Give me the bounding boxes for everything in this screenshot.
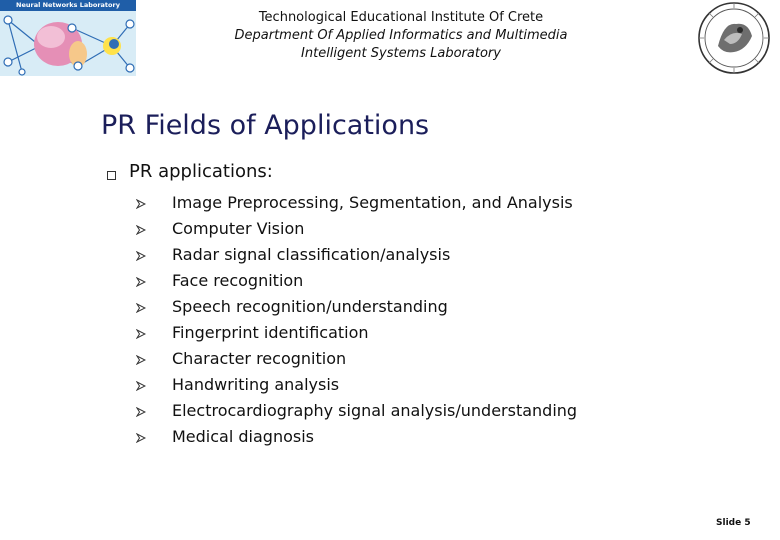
list-item-label: Character recognition: [172, 349, 347, 368]
arrowhead-icon: [136, 199, 146, 209]
arrowhead-icon: [136, 225, 146, 235]
arrowhead-icon: [136, 303, 146, 313]
list-item-label: Handwriting analysis: [172, 375, 340, 394]
list-item-label: Fingerprint identification: [172, 323, 369, 342]
list-item-label: Radar signal classification/analysis: [172, 245, 451, 264]
lab-name: Intelligent Systems Laboratory: [301, 46, 501, 61]
logo-banner: Neural Networks Laboratory: [0, 0, 136, 11]
arrowhead-icon: [136, 407, 146, 417]
list-item-label: Medical diagnosis: [172, 427, 314, 446]
institute-seal-logo: [694, 0, 774, 76]
arrowhead-icon: [136, 381, 146, 391]
arrowhead-icon: [136, 433, 146, 443]
institution-header: [140, 9, 662, 63]
arrowhead-icon: [136, 251, 146, 261]
slide-number: Slide 5: [716, 518, 751, 528]
section-label: PR applications:: [129, 161, 273, 182]
network-brain-illustration: [0, 0, 136, 76]
department-name: Department Of Applied Informatics and Multimedia: [234, 28, 568, 43]
list-item-label: Speech recognition/understanding: [172, 297, 448, 316]
slide-title: PR Fields of Applications: [101, 110, 430, 141]
list-item-label: Electrocardiography signal analysis/understanding: [172, 401, 578, 420]
arrowhead-icon: [136, 277, 146, 287]
institute-name: Technological Educational Institute Of Crete: [258, 10, 544, 25]
neural-networks-lab-logo: [0, 0, 136, 76]
arrowhead-icon: [136, 355, 146, 365]
hollow-square-icon: [107, 171, 116, 180]
list-item-label: Face recognition: [172, 271, 304, 290]
list-item-label: Image Preprocessing, Segmentation, and Analysis: [172, 193, 573, 212]
list-item-label: Computer Vision: [172, 219, 305, 238]
arrowhead-icon: [136, 329, 146, 339]
